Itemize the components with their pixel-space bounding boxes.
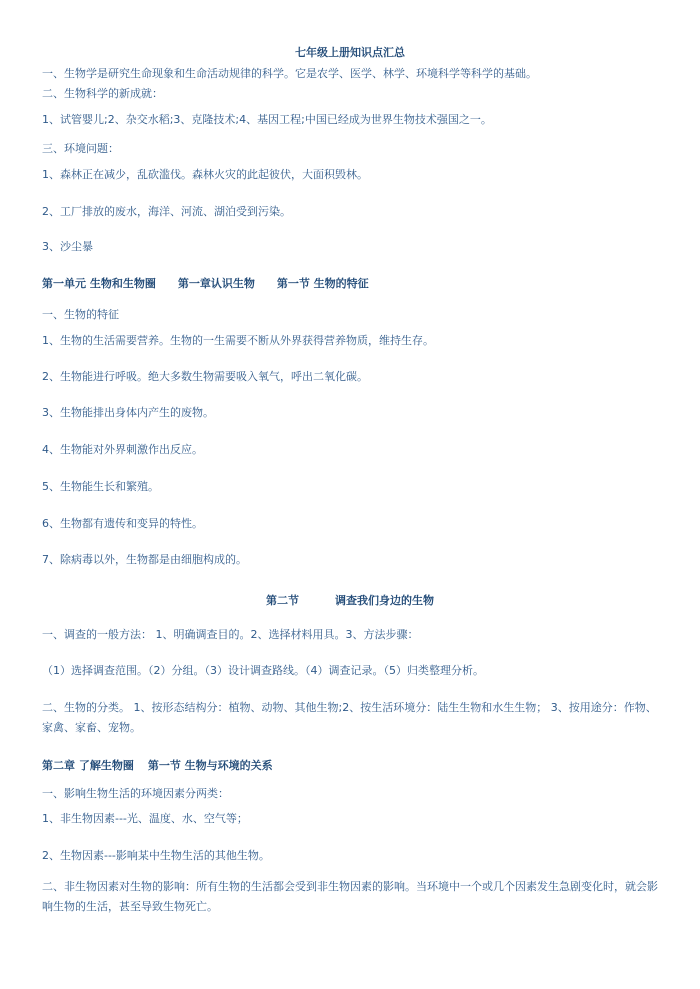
chapter2-line-3: 2、生物因素---影响某中生物生活的其他生物。 [42,849,270,862]
chapter2-line-4: 二、非生物因素对生物的影响：所有生物的生活都会受到非生物因素的影响。当环境中一个或几个因素发生急剧变化时，就会影响生物的生活，甚至导致生物死亡。 [42,880,658,913]
section2-line-3: 二、生物的分类。 1、按形态结构分：植物、动物、其他生物;2、按生活环境分：陆生生物和水生生物； 3、按用途分：作物、家禽、家畜、宠物。 [42,701,657,734]
chapter-title: 第一章认识生物 [177,277,255,290]
document-title: 七年级上册知识点汇总 [295,46,405,59]
section2-heading [0,592,700,608]
unit1-line-1: 一、生物的特征 [42,308,119,321]
unit1-line-3: 2、生物能进行呼吸。绝大多数生物需要吸入氧气，呼出二氧化碳。 [42,370,368,383]
chapter2-line-2: 1、非生物因素---光、温度、水、空气等； [42,812,248,825]
unit1-line-5: 4、生物能对外界刺激作出反应。 [42,443,203,456]
intro-line-2: 二、生物科学的新成就： [42,87,163,100]
intro-line-4: 三、环境问题： [42,142,119,155]
intro-line-7: 3、沙尘暴 [42,240,93,253]
unit1-heading [42,277,391,291]
intro-line-5: 1、森林正在减少，乱砍滥伐。森林火灾的此起彼伏，大面积毁林。 [42,168,368,181]
intro-line-1: 一、生物学是研究生命现象和生命活动规律的科学。它是农学、医学、林学、环境科学等科学的基础。 [42,67,537,80]
section-title: 第一节 生物的特征 [276,277,369,290]
section2-line-2: （1）选择调查范围。（2）分组。（3）设计调查路线。（4）调查记录。（5）归类整理分析。 [42,664,484,677]
intro-line-6: 2、工厂排放的废水，海洋、河流、湖泊受到污染。 [42,205,291,218]
unit1-line-8: 7、除病毒以外，生物都是由细胞构成的。 [42,553,247,566]
unit1-line-4: 3、生物能排出身体内产生的废物。 [42,406,214,419]
unit-title: 第一单元 生物和生物圈 [42,277,156,290]
section2-title: 调查我们身边的生物 [335,594,434,607]
unit1-line-2: 1、生物的生活需要营养。生物的一生需要不断从外界获得营养物质，维持生存。 [42,334,434,347]
chapter2-line-1: 一、影响生物生活的环境因素分两类： [42,787,229,800]
unit1-line-7: 6、生物都有遗传和变异的特性。 [42,517,203,530]
intro-line-3: 1、试管婴儿;2、杂交水稻;3、克隆技术;4、基因工程;中国已经成为世界生物技术强国之一。 [42,113,492,126]
section2-line-1: 一、调查的一般方法： 1、明确调查目的。2、选择材料用具。3、方法步骤： [42,628,419,641]
unit1-line-6: 5、生物能生长和繁殖。 [42,480,159,493]
chapter2-heading [42,757,287,773]
section2-number: 第二节 [266,594,299,607]
chapter2-title: 第二章 了解生物圈 [42,759,134,772]
chapter2-section-title: 第一节 生物与环境的关系 [147,759,273,772]
